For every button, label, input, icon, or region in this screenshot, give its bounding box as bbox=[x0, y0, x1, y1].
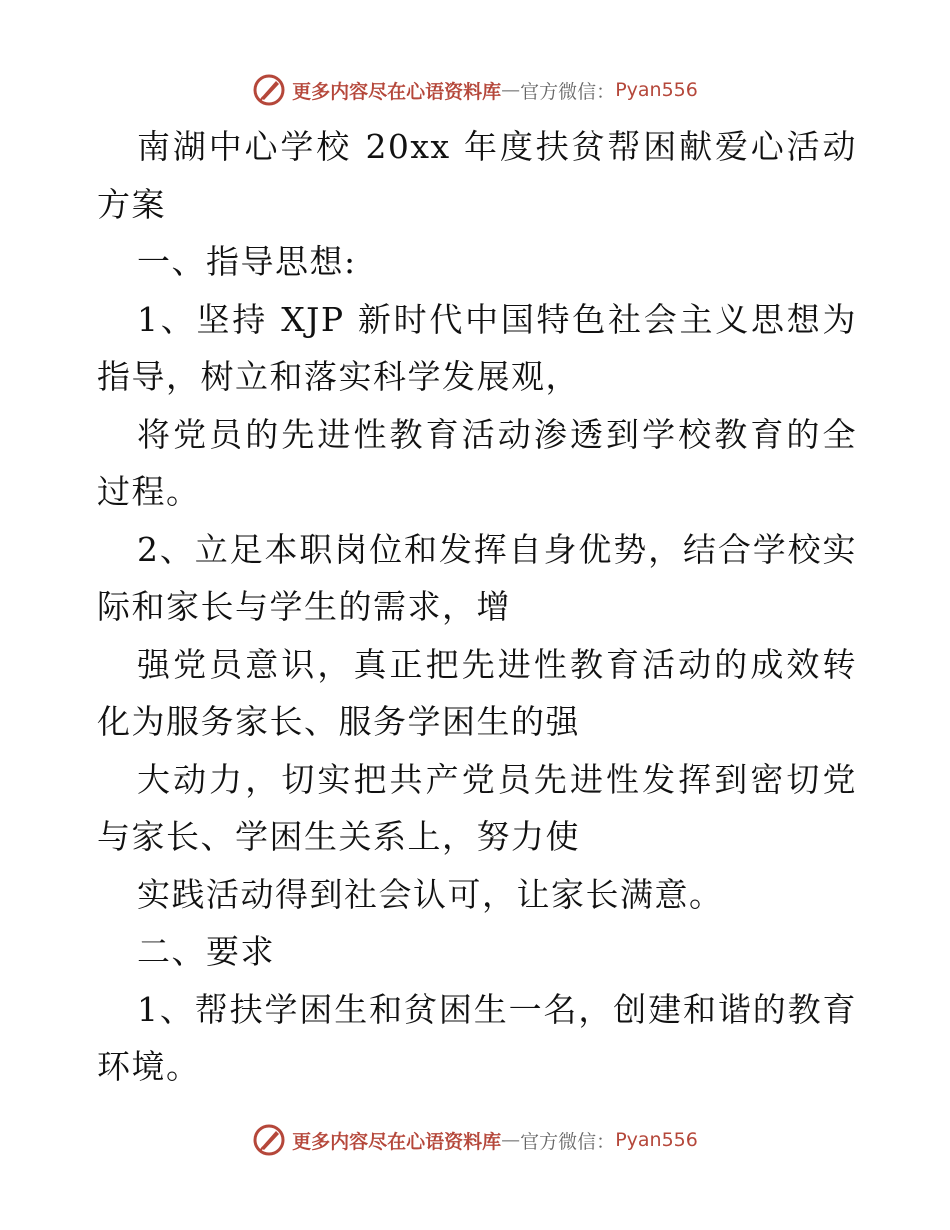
paragraph: 2、立足本职岗位和发挥自身优势，结合学校实际和家长与学生的需求，增 bbox=[97, 529, 857, 626]
watermark-dash: — bbox=[501, 79, 521, 101]
header-watermark bbox=[0, 70, 950, 110]
paragraph: 实践活动得到社会认可，让家长满意。 bbox=[137, 874, 724, 914]
watermark-account: Pyan556 bbox=[615, 79, 698, 101]
watermark-sub-text: 官方微信： bbox=[520, 1130, 616, 1153]
quill-circle-logo-icon bbox=[252, 1123, 286, 1157]
watermark-main-text: 更多内容尽在心语资料库 bbox=[292, 80, 502, 103]
document-title: 南湖中心学校 20xx 年度扶贫帮困献爱心活动方案 bbox=[97, 127, 857, 224]
paragraph: 将党员的先进性教育活动渗透到学校教育的全过程。 bbox=[97, 414, 857, 511]
section-heading: 二、要求 bbox=[137, 932, 275, 971]
quill-circle-logo-icon bbox=[252, 73, 286, 107]
document-body bbox=[97, 118, 857, 1096]
section-heading: 一、指导思想: bbox=[137, 242, 357, 281]
watermark-dash: — bbox=[501, 1129, 521, 1151]
watermark-sub-text: 官方微信： bbox=[520, 80, 616, 103]
paragraph: 大动力，切实把共产党员先进性发挥到密切党与家长、学困生关系上，努力使 bbox=[97, 759, 857, 856]
watermark-account: Pyan556 bbox=[615, 1129, 698, 1151]
watermark-main-text: 更多内容尽在心语资料库 bbox=[292, 1130, 502, 1153]
paragraph: 1、帮扶学困生和贫困生一名，创建和谐的教育环境。 bbox=[97, 989, 857, 1086]
paragraph: 1、坚持 XJP 新时代中国特色社会主义思想为指导，树立和落实科学发展观， bbox=[97, 299, 857, 396]
paragraph: 强党员意识，真正把先进性教育活动的成效转化为服务家长、服务学困生的强 bbox=[97, 644, 857, 741]
footer-watermark bbox=[0, 1120, 950, 1160]
